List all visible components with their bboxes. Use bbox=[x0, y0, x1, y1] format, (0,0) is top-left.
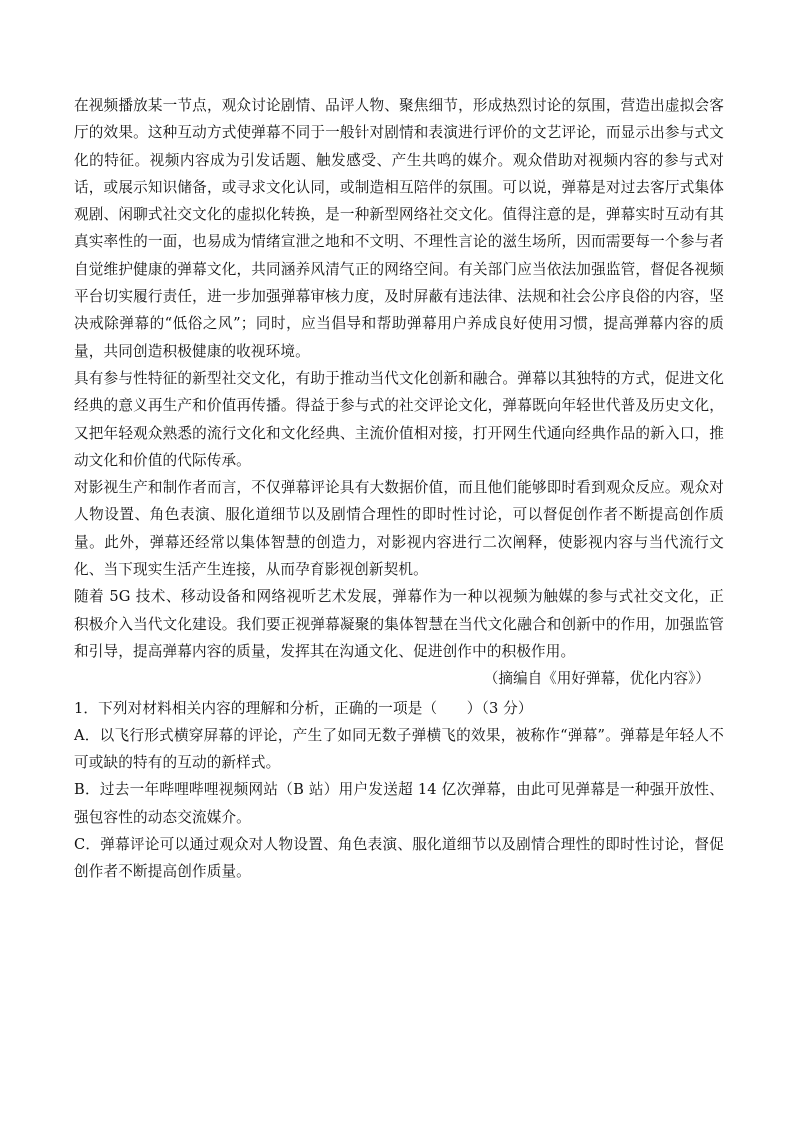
question-option-c: C．弹幕评论可以通过观众对人物设置、角色表演、服化道细节以及剧情合理性的即时性讨论，督促创作者不断提高创作质量。 bbox=[74, 836, 724, 881]
question-option-b: B．过去一年哔哩哔哩视频网站（B 站）用户发送超 14 亿次弹幕，由此可见弹幕是一种强开放性、强包容性的动态交流媒介。 bbox=[74, 781, 724, 826]
article-paragraph-1: 在视频播放某一节点，观众讨论剧情、品评人物、聚焦细节，形成热烈讨论的氛围，营造出虚拟会客厅的效果。这种互动方式使弹幕不同于一般针对剧情和表演进行评价的文艺评论，而显示出参与式文化的特征。视频内容成为引发话题、触发感受、产生共鸣的媒介。观众借助对视频内容的参与式对话，或展示知识储备，或寻求文化认同，或制造相互陪伴的氛围。可以说，弹幕是对过去客厅式集体观剧、闲聊式社交文化的虚拟化转换，是一种新型网络社交文化。值得注意的是，弹幕实时互动有其真实率性的一面，也易成为情绪宣泄之地和不文明、不理性言论的滋生场所，因而需要每一个参与者自觉维护健康的弹幕文化，共同涵养风清气正的网络空间。有关部门应当依法加强监管，督促各视频平台切实履行责任，进一步加强弹幕审核力度，及时屏蔽有违法律、法规和社会公序良俗的内容，坚决戒除弹幕的“低俗之风”；同时，应当倡导和帮助弹幕用户养成良好使用习惯，提高弹幕内容的质量，共同创造积极健康的收视环境。 bbox=[74, 97, 724, 360]
article-paragraph-4: 随着 5G 技术、移动设备和网络视听艺术发展，弹幕作为一种以视频为触媒的参与式社交文化，正积极介入当代文化建设。我们要正视弹幕凝聚的集体智慧在当代文化融合和创新中的作用，加强监管和引导，提高弹幕内容的质量，发挥其在沟通文化、促进创作中的积极作用。 bbox=[74, 588, 724, 660]
article-paragraph-2: 具有参与性特征的新型社交文化，有助于推动当代文化创新和融合。弹幕以其独特的方式，促进文化经典的意义再生产和价值再传播。得益于参与式的社交评论文化，弹幕既向年轻世代普及历史文化，又把年轻观众熟悉的流行文化和文化经典、主流价值相对接，打开网生代通向经典作品的新入口，推动文化和价值的代际传承。 bbox=[74, 369, 724, 469]
document-page bbox=[74, 92, 724, 886]
question-stem: 1．下列对材料相关内容的理解和分析，正确的一项是（ ）（3 分） bbox=[74, 699, 533, 717]
question-option-a: A．以飞行形式横穿屏幕的评论，产生了如同无数子弹横飞的效果，被称作“弹幕”。弹幕是年轻人不可或缺的特有的互动的新样式。 bbox=[74, 726, 724, 772]
article-source: （摘编自《用好弹幕，优化内容》） bbox=[483, 670, 710, 688]
article-paragraph-3: 对影视生产和制作者而言，不仅弹幕评论具有大数据价值，而且他们能够即时看到观众反应。观众对人物设置、角色表演、服化道细节以及剧情合理性的即时性讨论，可以督促创作者不断提高创作质量。此外，弹幕还经常以集体智慧的创造力，对影视内容进行二次阐释，使影视内容与当代流行文化、当下现实生活产生连接，从而孕育影视创新契机。 bbox=[74, 479, 724, 579]
